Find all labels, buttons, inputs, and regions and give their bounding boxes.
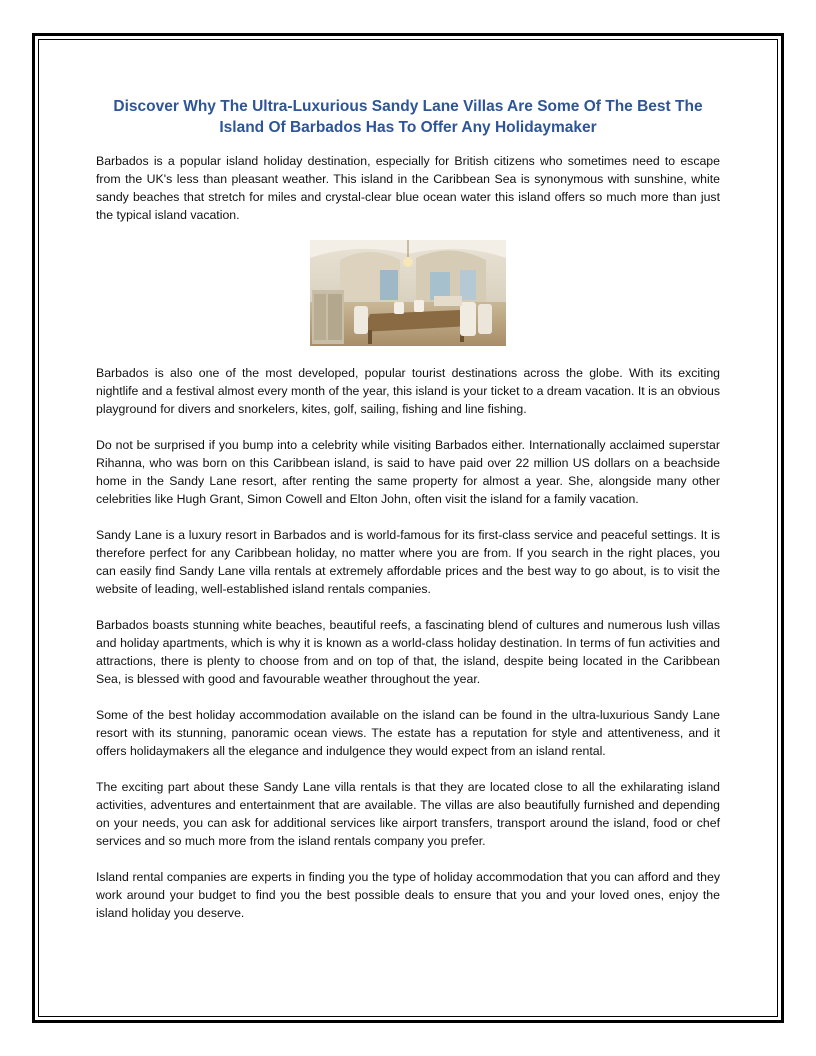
paragraph-2: Barbados is also one of the most developed, popular tourist destinations across the globe. With its exciting nightlife and a festival almost every month of the year, this island is your ticket to a dream vacation. It is an obvious playground for divers and snorkelers, kites, golf, sailing, fishing and line fishing.	[96, 366, 720, 416]
paragraph-6: Some of the best holiday accommodation available on the island can be found in the ultra-luxurious Sandy Lane resort with its stunning, panoramic ocean views. The estate has a reputation for style and attentiveness, and it offers holidaymakers all the elegance and indulgence they would expect from an island rental.	[96, 708, 720, 758]
paragraph-8: Island rental companies are experts in finding you the type of holiday accommodation that you can afford and they work around your budget to find you the best possible deals to ensure that you and your loved ones, enjoy the island holiday you deserve.	[96, 870, 720, 920]
paragraph-1: Barbados is a popular island holiday destination, especially for British citizens who sometimes need to escape from the UK's less than pleasant weather. This island in the Caribbean Sea is synonymous with sunshine, white sandy beaches that stretch for miles and crystal-clear blue ocean water this island offers so much more than just the typical island vacation.	[96, 154, 720, 222]
document-body	[96, 96, 720, 940]
paragraph-5: Barbados boasts stunning white beaches, beautiful reefs, a fascinating blend of cultures and numerous lush villas and holiday apartments, which is why it is known as a world-class holiday destination. In terms of fun activities and attractions, there is plenty to choose from and on top of that, the island, despite being located in the Caribbean Sea, is blessed with good and favourable weather throughout the year.	[96, 618, 720, 686]
paragraph-4: Sandy Lane is a luxury resort in Barbados and is world-famous for its first-class service and peaceful settings. It is therefore perfect for any Caribbean holiday, no matter where you are from. If you search in the right places, you can easily find Sandy Lane villa rentals at extremely affordable prices and the best way to go about, is to visit the website of leading, well-established island rentals companies.	[96, 528, 720, 596]
paragraph-7: The exciting part about these Sandy Lane villa rentals is that they are located close to all the exhilarating island activities, adventures and entertainment that are available. The villas are also beautifully furnished and depending on your needs, you can ask for additional services like airport transfers, transport around the island, food or chef services and so much more from the island rentals company you prefer.	[96, 780, 720, 848]
villa-interior-photo	[310, 240, 506, 346]
paragraph-3: Do not be surprised if you bump into a celebrity while visiting Barbados either. Internationally acclaimed superstar Rihanna, who was born on this Caribbean island, is said to have paid over 22 million US dollars on a beachside home in the Sandy Lane resort, after renting the same property for almost a year. She, alongside many other celebrities like Hugh Grant, Simon Cowell and Elton John, often visit the island for a family vacation.	[96, 438, 720, 506]
page-title: Discover Why The Ultra-Luxurious Sandy Lane Villas Are Some Of The Best The Island Of Barbados Has To Offer Any Holidaymaker	[113, 98, 703, 136]
